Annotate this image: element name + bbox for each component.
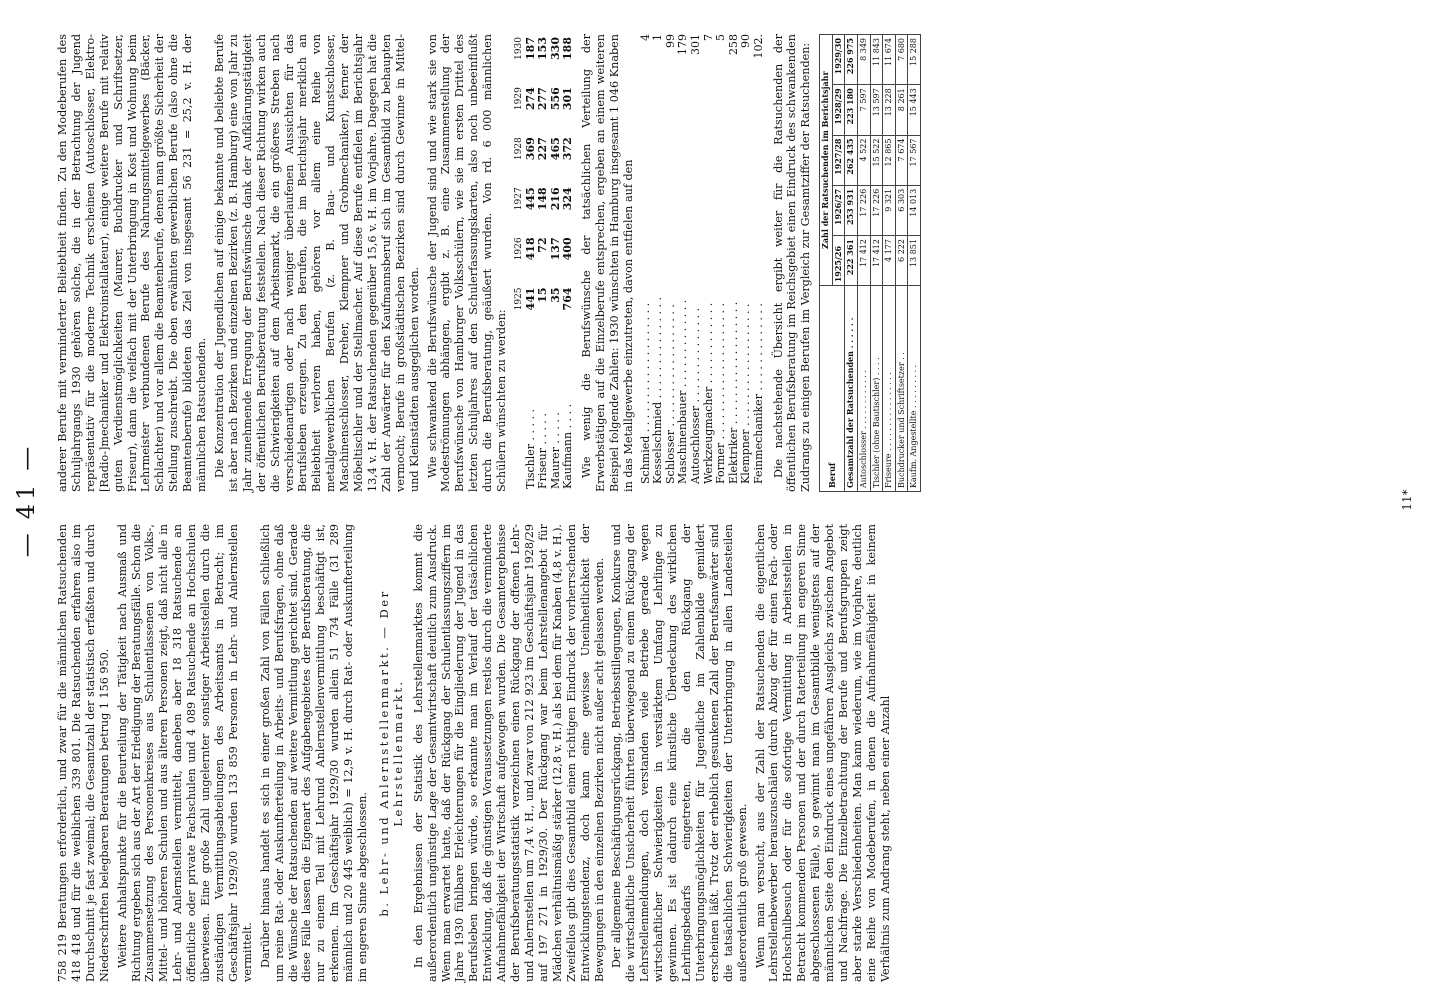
cell: 12 865	[883, 135, 896, 185]
cell: 15	[536, 287, 550, 303]
year-header: 1925/26	[832, 236, 845, 286]
cell: 445	[524, 187, 538, 211]
row-label: Kaufmann . . . .	[560, 403, 574, 489]
cell: 35	[548, 287, 562, 303]
cell: 216	[548, 187, 562, 211]
row-label: Friseure . . . . . . . . . . . . . . . .	[883, 286, 896, 492]
trade-value: 258	[726, 34, 740, 55]
table-row	[895, 35, 908, 492]
cell: 15 443	[908, 85, 921, 135]
signature-mark: 11*	[1400, 489, 1414, 511]
trade-label: Feinmechaniker . . . . . . . . . . . . .	[751, 303, 765, 484]
cell: 764	[560, 287, 574, 311]
cell: 556	[548, 87, 562, 111]
cell: 148	[536, 187, 550, 211]
list-item	[753, 34, 766, 492]
trade-value: 90	[739, 34, 753, 48]
row-label: Friseur . . . . .	[536, 413, 550, 489]
trade-label: Werkzeugmacher . . . . . . . . . . . .	[701, 302, 715, 484]
cell: 7 680	[895, 35, 908, 85]
cell: 7 597	[858, 85, 871, 135]
cell: 6 303	[895, 185, 908, 235]
cell: 17 412	[858, 236, 871, 286]
left-paragraph-1: 758 219 Beratungen erforderlich, und zwar für die männlichen Ratsuchenden 418 418 und für die weiblichen 339 801. Die Ratsuchenden erfahren also im Durchschnitt je fast zweimal; die Gesamtzahl der statistisch erfaßten und durch Niederschriften belegbaren Beratungen betrug 1 156 950.	[56, 524, 111, 982]
cell: 4 177	[883, 236, 896, 286]
trade-label: Maschinenbauer . . . . . . . . . . . . .	[676, 299, 690, 484]
right-paragraph-5: Die nachstehende Übersicht ergibt weiter für die Ratsuchenden der öffentlichen Berufsberatung im Reichsgebiet einen Eindruck des schwankenden Zudrangs zu einigen Berufen im Vergleich zur Gesamtziffer der Ratsuchenden:	[771, 34, 813, 492]
right-column	[56, 34, 921, 492]
cell: 6 222	[895, 236, 908, 286]
cell: 253 931	[845, 185, 858, 235]
cell: 301	[560, 87, 574, 111]
beruf-header: Beruf	[820, 286, 845, 492]
row-label: Autoschlosser . . . . . . . . . . . .	[858, 286, 871, 492]
left-paragraph-5: Der allgemeine Beschäftigungsrückgang, Betriebsstillegungen, Konkurse und die wirtschaftliche Unsicherheit führten überwiegend zu einem Rückgang der Lehrstellenmeldungen, doch verstanden viele Betriebe gerade wegen wirtschaftlicher Schwierigkeiten in verstärktem Umfang Lehrlinge zu gewinnen. Es ist dadurch eine künstliche Überdeckung des wirklichen Lehrlingsbedarfs eingetreten, die den Rückgang der Unterbringungsmöglichkeiten für Jugendliche im Zahlenbilde gemildert erscheinen läßt. Trotz der erheblich gesunkenen Zahl der Berufsanwärter sind die tatsächlichen Schwierigkeiten der Unterbringung in allen Landesteilen außerordentlich groß gewesen.	[610, 524, 749, 982]
cell: 9 321	[883, 185, 896, 235]
cell: 17 226	[870, 185, 883, 235]
trade-value: 99	[663, 34, 677, 48]
table-row	[870, 35, 883, 492]
cell: 17 412	[870, 236, 883, 286]
table-row	[550, 34, 562, 492]
cell: 330	[548, 37, 562, 60]
cell: 262 435	[845, 135, 858, 185]
list-item	[652, 34, 665, 492]
cell: 72	[536, 237, 550, 253]
cell: 223 180	[845, 85, 858, 135]
trade-value: 5	[714, 34, 728, 41]
wish-comparison-table	[513, 34, 574, 492]
counselling-statistics-table	[819, 34, 921, 492]
left-paragraph-3: Darüber hinaus handelt es sich in einer großen Zahl von Fällen schließlich um reine Rat- oder Auskunfterteilung in Arbeits- und Berufsfragen, ohne daß die Wünsche der Ratsuchenden auf weitere Vermittlung gerichtet sind. Gerade diese Fälle lassen die Eigenart des Aufgabengebietes der Berufsberatung, die nur zu einem Teil mit Lehrund Anlernstellenvermittlung beschäftigt ist, erkennen. Im Geschäftsjahr 1929/30 wurden allein 51 734 Fälle (31 289 männlich und 20 445 weiblich) = 12,9 v. H. durch Rat- oder Auskunfterteilung im engeren Sinne abgeschlossen.	[258, 524, 370, 982]
table-row	[908, 35, 921, 492]
year-header: 1927/28	[832, 135, 845, 185]
trade-label: Klempner . . . . . . . . . . . . . . . . . .	[739, 303, 753, 484]
group-header: Zahl der Ratsuchenden im Berichtsjahr	[820, 35, 833, 286]
trade-value: 179	[676, 34, 690, 55]
year-header: 1928	[514, 137, 524, 161]
cell: 465	[548, 137, 562, 161]
cell: 15 288	[908, 35, 921, 85]
row-label: Gesamtzahl der Ratsuchenden . . . . . .	[845, 286, 858, 492]
cell: 4 522	[858, 135, 871, 185]
cell: 188	[560, 37, 574, 60]
trade-value: 1	[651, 34, 665, 41]
section-heading: b. Lehr- und Anlernstellenmarkt. — Der Lehrstellenmarkt.	[376, 589, 405, 917]
trade-label: Schmied . . . . . . . . . . . . . . . . . . .	[638, 302, 652, 484]
trade-label: Former . . . . . . . . . . . . . . . . . . . .	[714, 303, 728, 484]
cell: 369	[524, 137, 538, 161]
table-row	[883, 35, 896, 492]
row-label: Tischler . . . . .	[524, 409, 538, 489]
cell: 13 597	[870, 85, 883, 135]
cell: 418	[524, 237, 538, 261]
table-row	[858, 35, 871, 492]
cell: 400	[560, 237, 574, 261]
row-label: Tischler (ohne Bautischler) . . . .	[870, 286, 883, 492]
cell: 277	[536, 87, 550, 111]
year-header: 1930	[514, 37, 524, 60]
cell: 274	[524, 87, 538, 111]
cell: 441	[524, 287, 538, 311]
list-item	[690, 34, 703, 492]
year-header: 1929	[514, 87, 524, 111]
right-paragraph-3: Wie schwankend die Berufswünsche der Jugend sind und wie stark sie von Modeströmungen abhängen, ergibt z. B. eine Zusammenstellung der Berufswünsche von Hamburger Volksschülern, wie sie im ersten Drittel des letzten Schuljahres auf den Schulerfassungskarten, also noch unbeeinflußt durch die Berufsberatung, geäußert wurden. Von rd. 6 000 männlichen Schülern wünschten zu werden:	[425, 34, 509, 492]
row-label: Buchdrucker und Schriftsetzer . .	[895, 286, 908, 492]
list-item	[715, 34, 728, 492]
cell: 227	[536, 137, 550, 161]
year-header: 1926	[514, 237, 524, 261]
cell: 15 522	[870, 135, 883, 185]
cell: 8 349	[858, 35, 871, 85]
trade-label: Elektriker . . . . . . . . . . . . . . . . . .	[726, 301, 740, 484]
trade-label: Kesselschmied . . . . . . . . . . . . . . .	[651, 296, 665, 484]
cell: 226 975	[845, 35, 858, 85]
year-header: 1929/30	[832, 35, 845, 85]
total-row	[845, 35, 858, 492]
trade-label: Autoschlosser . . . . . . . . . . . . . .	[689, 307, 703, 484]
left-paragraph-6: Wenn man versucht, aus der Zahl der Ratsuchenden die eigentlichen Lehrstellenbewerber herauszuschälen (durch Abzug der für einen Fach- oder Hochschulbesuch oder für die sofortige Vermittlung in Arbeitsstellen in Betracht kommenden Personen und der durch Raterteilung im engeren Sinne abgeschlossenen Fälle), so gewinnt man im Gesamtbilde wenigstens auf der männlichen Seite den Eindruck eines ungefähren Ausgleichs zwischen Angebot und Nachfrage. Die Einzelbetrachtung der Berufe und Berufsgruppen zeigt aber starke Verschiedenheiten. Man kann wiederum, wie im Vorjahre, deutlich eine Reihe von Modeberufen, in denen die Aufnahmefähigkeit in keinem Verhältnis zum Andrang steht, neben einer Anzahl	[753, 524, 892, 982]
cell: 324	[560, 187, 574, 211]
trade-value: 7	[701, 34, 715, 41]
cell: 8 261	[895, 85, 908, 135]
left-paragraph-4: In den Ergebnissen der Statistik des Lehrstellenmarktes kommt die außerordentlich ungünstige Lage der Gesamtwirtschaft deutlich zum Ausdruck. Wenn man erwartet hatte, daß der Rückgang der Schulentlassungsziffern im Jahre 1930 fühlbare Erleichterungen für die Eingliederung der Jugend in das Berufsleben bringen würde, so erkannte man im Verlauf der tatsächlichen Entwicklung, daß die günstigen Voraussetzungen restlos durch die verminderte Aufnahmefähigkeit der Wirtschaft aufgewogen wurden. Die Gesamtergebnisse der Berufsberatungsstatistik verzeichnen einen Rückgang der offenen Lehr- und Anlernstellen um 7,4 v. H., und zwar von 212 923 im Geschäftsjahr 1928/29 auf 197 271 in 1929/30. Der Rückgang war beim Lehrstellenangebot für Mädchen verhältnismäßig stärker (12,8 v. H.) als bei dem für Knaben (4,8 v. H.). Zweifellos gibt dies Gesamtbild einen richtigen Eindruck der vorherrschenden Entwicklungstendenz, doch kann eine gewisse Uneinheitlichkeit der Bewegungen in den einzelnen Bezirken nicht außer acht gelassen werden.	[411, 524, 606, 982]
trade-value: 102.	[751, 34, 765, 59]
cell: 11 843	[870, 35, 883, 85]
trade-value: 4	[638, 34, 652, 41]
cell: 222 361	[845, 236, 858, 286]
row-label: Kaufm. Angestellte . . . . . . . . .	[908, 286, 921, 492]
year-header: 1926/27	[832, 185, 845, 235]
cell: 13 228	[883, 85, 896, 135]
table-row	[562, 34, 574, 492]
year-header: 1927	[514, 187, 524, 211]
cell: 137	[548, 237, 562, 261]
row-label: Maurer . . . . .	[548, 412, 562, 489]
page-number: — 41 —	[12, 0, 40, 1000]
year-header: 1928/29	[832, 85, 845, 135]
cell: 187	[524, 37, 538, 60]
year-header: 1925	[514, 287, 524, 311]
left-column	[56, 524, 897, 982]
right-paragraph-4: Wie wenig die Berufswünsche der tatsächlichen Verteilung der Erwerbstätigen auf die Einzelberufe entsprechen, ergeben an einem weiteren Beispiel folgende Zahlen: 1930 wünschten in Hamburg insgesamt 1 046 Knaben in das Metallgewerbe einzutreten, davon entfielen auf den	[580, 34, 635, 492]
cell: 17 567	[908, 135, 921, 185]
cell: 153	[536, 37, 550, 60]
right-paragraph-2: Die Konzentration der Jugendlichen auf einige bekannte und beliebte Berufe ist aber nach Bezirken und einzelnen Bezirken (z. B. Hamburg) eine von Jahr zu Jahr zunehmende Erregung der Berufswünsche dank der Aufklärungstätigkeit der öffentlichen Berufsberatung feststellen. Nach dieser Richtung wirken auch die Schwierigkeiten auf dem Arbeitsmarkt, die ein größeres Streben nach verschiedenartigen oder nach weniger überlaufenen Aussichten für das Berufsleben erzeugen. Zu den Berufen, die im Berichtsjahr merklich an Beliebtheit verloren haben, gehören vor allem eine Reihe von metallgewerblichen Berufen (z. B. Bau- und Kunstschlosser, Maschinenschlosser, Dreher, Klempner und Grobmechaniker), ferner der Möbeltischler und der Stellmacher. Auf diese Berufe entfielen im Berichtsjahr 13,4 v. H. der Ratsuchenden gegenüber 15,6 v. H. im Vorjahre. Dagegen hat die Zahl der Anwärter für den Kaufmannsberuf sich im Gesamtbild zu behaupten vermocht; Berufe in großstädtischen Bezirken sind durch Gewinne in Mittel- und Kleinstädten ausgeglichen worden.	[212, 34, 421, 492]
left-paragraph-2: Weitere Anhaltspunkte für die Beurteilung der Tätigkeit nach Ausmaß und Richtung ergeben sich aus der Art der Erledigung der Beratungsfälle. Schon die Zusammensetzung des Personenkreises aus Schulentlassenen von Volks-, Mittel- und höheren Schulen und aus älteren Personen zeigt, daß nicht alle in Lehr- und Anlernstellen vermittelt, daneben aber 18 318 Ratsuchende an öffentliche oder private Fachschulen und 4 089 Ratsuchende an Hochschulen überwiesen. Eine große Zahl ungelernter sonstiger Arbeitsstellen durch die zuständigen Vermittlungsabteilungen des Arbeitsamts in Betracht; im Geschäftsjahr 1929/30 wurden 133 859 Personen in Lehr- und Anlernstellen vermittelt.	[115, 524, 254, 982]
table-row	[537, 34, 549, 492]
metal-trades-list	[640, 34, 766, 492]
trade-value: 301	[689, 34, 703, 55]
cell: 14 013	[908, 185, 921, 235]
cell: 13 851	[908, 236, 921, 286]
cell: 372	[560, 137, 574, 161]
cell: 11 674	[883, 35, 896, 85]
cell: 17 226	[858, 185, 871, 235]
stats-header-row	[820, 35, 833, 492]
trade-label: Schlosser . . . . . . . . . . . . . . . . . .	[663, 304, 677, 484]
right-paragraph-1: anderer Berufe mit verminderter Beliebtheit finden. Zu den Modeberufen des Schuljahrgangs 1930 gehören solche, die in der Betrachtung der Jugend repräsentativ für die moderne Technik erscheinen (Autoschlosser, Elektro-[Radio-]mechaniker und Elektroinstallateur), einige weitere Berufe mit relativ guten Verdienstmöglichkeiten (Maurer, Buchdrucker und Schriftsetzer, Friseur), dann die vielfach mit der Unterbringung in Kost und Wohnung beim Lehrmeister verbundenen Berufe des Nahrungsmittelgewerbes (Bäcker, Schlachter) und vor allem die Beamtenberufe, denen man größte Sicherheit der Stellung zuschreibt. Die oben erwähnten gewerblichen Berufe (also ohne die Beamtenberufe) bildeten das Ziel von insgesamt 56 231 = 25,2 v. H. der männlichen Ratsuchenden.	[56, 34, 209, 492]
cell: 7 674	[895, 135, 908, 185]
